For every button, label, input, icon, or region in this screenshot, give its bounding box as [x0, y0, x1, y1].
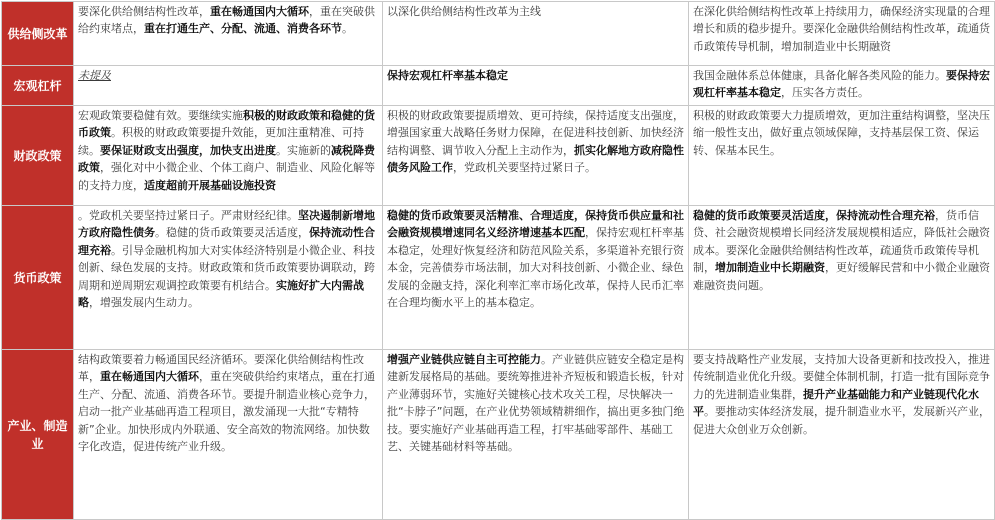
table-cell [689, 350, 995, 520]
table-row [2, 66, 995, 106]
italic-text: 未提及 [78, 69, 111, 82]
bold-text: 增加制造业中长期融资 [715, 261, 825, 275]
cell-text: ，货币信贷、社会融资规模增长同经济发展规模相适应，降低社会融资成本。要深化金融供给侧结构性改革，疏通货币政策传导机制， [693, 209, 990, 275]
table-cell [74, 206, 383, 350]
cell-text: 。引导金融机构加大对实体经济特别是小微企业、科技创新、绿色发展的支持。财政政策和货币政策要协调联动，跨周期和逆周期宏观调控政策要有机结合。 [78, 243, 375, 292]
policy-comparison-table [1, 1, 995, 520]
table-row [2, 206, 995, 350]
table-row [2, 106, 995, 206]
row-header: 财政政策 [2, 106, 74, 206]
cell-text: ，强化对中小微企业、个体工商户、制造业、风险化解等的支持力度， [78, 161, 375, 192]
bold-text: 要保证财政支出强度，加快支出进度 [100, 143, 276, 157]
cell-text: 。稳健的货币政策要灵活适度， [155, 226, 309, 240]
table-cell [383, 206, 689, 350]
cell-text: 在深化供给侧结构性改革上持续用力，确保经济实现量的合理增长和质的稳步提升。要深化金融供给侧结构性改革，疏通货币政策传导机制，增加制造业中长期融资 [693, 5, 990, 53]
table-row [2, 350, 995, 520]
row-header: 供给侧改革 [2, 2, 74, 66]
cell-text: ，重在突破供给约束堵点， [78, 5, 375, 36]
bold-text: 保持宏观杠杆率基本稳定 [387, 69, 508, 82]
cell-text: 积极的财政政策要大力提质增效，更加注重结构调整，坚决压缩一般性支出，做好重点领域保障，支持基层保工资、保运转、保基本民生。 [693, 109, 990, 157]
cell-text: 我国金融体系总体健康，具备化解各类风险的能力。 [693, 69, 946, 82]
bold-text: 保持流动性合理充裕 [78, 226, 375, 257]
cell-text: ，党政机关要坚持过紧日子。 [453, 161, 596, 175]
bold-text: 适度超前开展基础设施投资 [144, 178, 276, 192]
table-cell [74, 66, 383, 106]
cell-text: 结构政策要着力畅通国民经济循环。要深化供给侧结构性改革， [78, 353, 364, 384]
bold-text: 积极的财政政策和稳健的货币政策 [78, 109, 375, 140]
row-header: 产业、制造业 [2, 350, 74, 520]
table-cell [689, 206, 995, 350]
row-header: 宏观杠杆 [2, 66, 74, 106]
bold-text: 抓实化解地方政府隐性债务风险工作 [387, 143, 684, 175]
row-header: 货币政策 [2, 206, 74, 350]
cell-text: 宏观政策要稳健有效。要继续实施 [78, 109, 243, 122]
table-cell [74, 350, 383, 520]
cell-text: ，增强发展内生动力。 [89, 296, 199, 310]
bold-text: 减税降费政策 [78, 143, 375, 175]
bold-text: 稳健的货币政策要灵活适度，保持流动性合理充裕 [693, 209, 935, 222]
bold-text: 要保持宏观杠杆率基本稳定 [693, 69, 990, 100]
cell-text: ，保持宏观杠杆率基本稳定，处理好恢复经济和防范风险关系，多渠道补充银行资本金，完善债券市场法制，加大对科技创新、小微企业、绿色发展的金融支持，深化利率汇率市场化改革，保持人民币汇率在合理均衡水平上的基本稳定。 [387, 226, 684, 310]
table-row [2, 2, 995, 66]
cell-text: 积极的财政政策要提质增效、更可持续，保持适度支出强度，增强国家重大战略任务财力保障，在促进科技创新、加快经济结构调整、调节收入分配上主动作为， [387, 109, 684, 157]
table-cell [689, 2, 995, 66]
bold-text: 提升产业基础能力和产业链现代化水平 [693, 387, 979, 419]
cell-text: 。积极的财政政策要提升效能，更加注重精准、可持续。 [78, 126, 364, 157]
cell-text: 以深化供给侧结构性改革为主线 [387, 5, 541, 18]
cell-text: 要深化供给侧结构性改革， [78, 5, 210, 18]
cell-text: 。 [342, 22, 353, 36]
table-cell [74, 106, 383, 206]
cell-text: ，重在突破供给约束堵点，重在打通生产、分配、流通、消费各环节。要提升制造业核心竞争力，启动一批产业基础再造工程项目，激发涌现一大批“专精特新”企业。加快形成内外联通、安全高效的物流网络。加快数字化改造，促进传统产业升级。 [78, 370, 375, 454]
bold-text: 重在打通生产、分配、流通、消费各环节 [144, 22, 342, 36]
cell-text: 要支持战略性产业发展，支持加大设备更新和技改投入，推进传统制造业优化升级。要健全体制机制，打造一批有国际竞争力的先进制造业集群， [693, 353, 990, 401]
bold-text: 稳健的货币政策要灵活精准、合理适度， [387, 209, 585, 222]
cell-text: 。产业链供应链安全稳定是构建新发展格局的基础。要统筹推进补齐短板和锻造长板，针对产业薄弱环节，实施好关键核心技术攻关工程，尽快解决一批“卡脖子”问题，在产业优势领域精耕细作，搞出更多独门绝技。要实施好产业基础再造工程，打牢基础零部件、基础工艺、关键基础材料等基础。 [387, 353, 685, 454]
cell-text: 。党政机关要坚持过紧日子。严肃财经纪律。 [78, 209, 298, 222]
bold-text: 实施好扩大内需战略 [78, 278, 364, 310]
table-cell [383, 106, 689, 206]
cell-text: ，更好缓解民营和中小微企业融资难融资贵问题。 [693, 261, 990, 292]
cell-text: 。要推动实体经济发展，提升制造业水平，发展新兴产业，促进大众创业万众创新。 [693, 405, 990, 436]
table-cell [383, 66, 689, 106]
cell-text: ，压实各方责任。 [781, 86, 869, 100]
table-cell [689, 66, 995, 106]
table-cell [383, 350, 689, 520]
cell-text: 。实施新的 [276, 143, 331, 157]
table-cell [383, 2, 689, 66]
table-body [2, 2, 995, 520]
bold-text: 保持货币供应量和社会融资规模增速同名义经济增速基本匹配 [387, 209, 684, 240]
table-cell [689, 106, 995, 206]
table-cell [74, 2, 383, 66]
bold-text: 重在畅通国内大循环 [100, 370, 199, 384]
bold-text: 坚决遏制新增地方政府隐性债务 [78, 209, 375, 240]
bold-text: 增强产业链供应链自主可控能力 [387, 353, 541, 366]
bold-text: 重在畅通国内大循环 [210, 5, 309, 18]
